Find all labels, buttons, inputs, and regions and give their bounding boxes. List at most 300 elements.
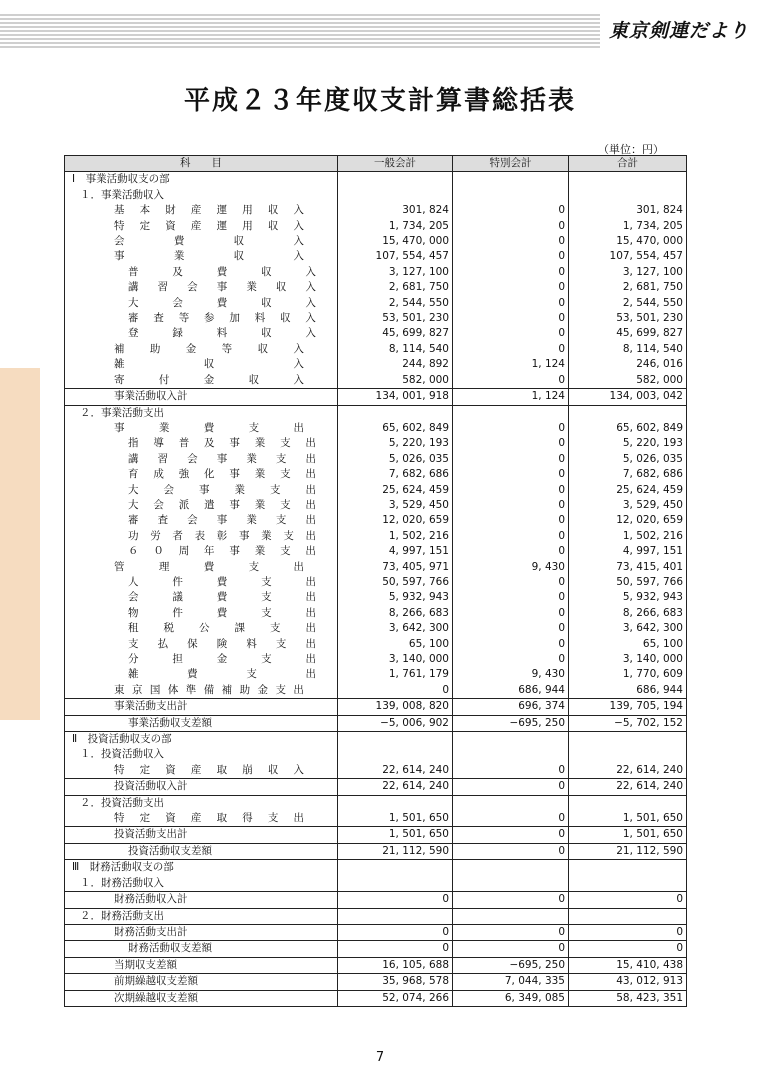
special-value: 0 [453,326,569,341]
total-value: 45, 699, 827 [569,326,687,341]
general-value: 0 [338,924,453,940]
row-label-text: 財務活動支出計 [114,925,188,938]
general-value: 244, 892 [338,357,453,372]
row-label-text: 財務活動収入計 [114,893,188,906]
row-label-text: 登 録 料 収 入 [128,327,316,340]
row-label-text: 育 成 強 化 事 業 支 出 [128,468,316,481]
row-label [65,667,338,682]
row-label [65,265,338,280]
special-value: 0 [453,621,569,636]
table-row [65,513,687,528]
row-label-text: 当期収支差額 [114,958,177,971]
table-row [65,234,687,249]
special-value: 0 [453,606,569,621]
row-label-text: Ⅱ 投資活動収支の部 [72,733,172,746]
table-row [65,203,687,218]
table-row [65,715,687,731]
general-value [338,876,453,892]
total-value: 58, 423, 351 [569,990,687,1006]
total-value: 0 [569,892,687,908]
row-label [65,560,338,575]
row-label-text: 普 及 費 収 入 [128,265,316,278]
row-label [65,203,338,218]
table-row [65,924,687,940]
table-row [65,373,687,389]
general-value: 1, 761, 179 [338,667,453,682]
row-label-text: 投資活動収入計 [114,780,188,793]
table-row [65,326,687,341]
special-value: 0 [453,311,569,326]
row-label [65,421,338,436]
row-label-text: 事業活動収支差額 [128,716,212,729]
header-stripes [0,14,600,48]
row-label [65,575,338,590]
special-value: 0 [453,452,569,467]
table-row [65,560,687,575]
row-label-text: 財務活動収支差額 [128,942,212,955]
row-label [65,779,338,795]
special-value [453,405,569,421]
table-row [65,667,687,682]
special-value: 1, 124 [453,389,569,405]
special-value: 0 [453,637,569,652]
row-label-text: 大 会 派 遣 事 業 支 出 [128,498,316,511]
table-row [65,544,687,559]
table-row [65,843,687,859]
general-value: 25, 624, 459 [338,483,453,498]
special-value: 0 [453,924,569,940]
special-value [453,860,569,876]
general-value: 4, 997, 151 [338,544,453,559]
row-label [65,234,338,249]
total-value: 50, 597, 766 [569,575,687,590]
row-label [65,467,338,482]
special-value: 0 [453,249,569,264]
special-value [453,172,569,188]
row-label-text: 会 費 収 入 [114,235,304,248]
special-value: 0 [453,203,569,218]
row-label [65,513,338,528]
total-value: 65, 100 [569,637,687,652]
special-value: 1, 124 [453,357,569,372]
table-row [65,606,687,621]
special-value: 6, 349, 085 [453,990,569,1006]
row-label [65,452,338,467]
row-label [65,827,338,843]
general-value: 5, 220, 193 [338,436,453,451]
row-label-text: １．財務活動収入 [80,876,164,889]
row-label [65,652,338,667]
row-label [65,326,338,341]
special-value: −695, 250 [453,715,569,731]
general-value: 3, 642, 300 [338,621,453,636]
table-row [65,941,687,957]
general-value: 22, 614, 240 [338,763,453,779]
special-value: 0 [453,590,569,605]
row-label-text: 事業活動支出計 [114,700,188,713]
table-row [65,421,687,436]
row-label [65,732,338,748]
special-value: 0 [453,544,569,559]
general-value: 21, 112, 590 [338,843,453,859]
row-label [65,280,338,295]
total-value: 53, 501, 230 [569,311,687,326]
total-value: 73, 415, 401 [569,560,687,575]
total-value [569,747,687,762]
general-value [338,747,453,762]
general-value: 16, 105, 688 [338,957,453,973]
general-value: 45, 699, 827 [338,326,453,341]
table-row [65,498,687,513]
table-row [65,699,687,715]
row-label-text: 人 件 費 支 出 [128,575,316,588]
total-value: 22, 614, 240 [569,779,687,795]
special-value [453,732,569,748]
row-label-text: 大 会 費 収 入 [128,296,316,309]
row-label-text: ２．投資活動支出 [80,796,164,809]
table-row [65,405,687,421]
table-row [65,467,687,482]
row-label-text: 支 払 保 険 料 支 出 [128,637,316,650]
row-label-text: 講 習 会 事 業 収 入 [128,281,316,294]
row-label-text: 特 定 資 産 運 用 収 入 [114,219,304,232]
general-value: 582, 000 [338,373,453,389]
special-value [453,876,569,892]
table-row [65,529,687,544]
row-label [65,908,338,924]
special-value: 0 [453,436,569,451]
table-row [65,436,687,451]
special-value: 0 [453,892,569,908]
general-value: 3, 127, 100 [338,265,453,280]
publication-title: 東京剣連だより [608,20,749,42]
general-value [338,188,453,203]
row-label-text: 事 業 収 入 [114,250,304,263]
table-row [65,172,687,188]
general-value: 52, 074, 266 [338,990,453,1006]
row-label-text: 審 査 会 事 業 支 出 [128,514,316,527]
general-value: 35, 968, 578 [338,974,453,990]
special-value: 0 [453,280,569,295]
special-value: −695, 250 [453,957,569,973]
total-value: 5, 026, 035 [569,452,687,467]
general-value: 1, 501, 650 [338,811,453,827]
row-label-text: 投資活動収支差額 [128,844,212,857]
total-value: 5, 932, 943 [569,590,687,605]
row-label-text: 特 定 資 産 取 得 支 出 [114,812,304,825]
special-value [453,188,569,203]
special-value: 0 [453,498,569,513]
general-value: 5, 026, 035 [338,452,453,467]
general-value: 0 [338,683,453,699]
general-value [338,405,453,421]
table-row [65,452,687,467]
table-row [65,296,687,311]
row-label [65,219,338,234]
general-value: 1, 501, 650 [338,827,453,843]
special-value [453,795,569,811]
special-value: 0 [453,296,569,311]
general-value [338,795,453,811]
general-value: 2, 544, 550 [338,296,453,311]
unit-note: （単位：円） [598,143,664,156]
special-value: 0 [453,483,569,498]
special-value: 0 [453,373,569,389]
table-row [65,265,687,280]
table-row [65,779,687,795]
table-row [65,990,687,1006]
row-label-text: 管 理 費 支 出 [114,560,304,573]
total-value: 686, 944 [569,683,687,699]
total-value: 8, 114, 540 [569,342,687,357]
general-value: 107, 554, 457 [338,249,453,264]
header-total: 合計 [569,156,687,172]
row-label-text: ２．事業活動支出 [80,406,164,419]
general-value: 0 [338,941,453,957]
row-label [65,747,338,762]
general-value: 22, 614, 240 [338,779,453,795]
general-value: 8, 266, 683 [338,606,453,621]
row-label-text: Ⅲ 財務活動収支の部 [72,861,174,874]
special-value: 0 [453,529,569,544]
row-label [65,311,338,326]
row-label [65,249,338,264]
total-value: 3, 140, 000 [569,652,687,667]
row-label [65,763,338,779]
total-value: 246, 016 [569,357,687,372]
row-label-text: 物 件 費 支 出 [128,606,316,619]
general-value: 65, 100 [338,637,453,652]
total-value [569,876,687,892]
row-label [65,860,338,876]
row-label [65,892,338,908]
special-value: 0 [453,467,569,482]
row-label-text: 前期繰越収支差額 [114,975,198,988]
special-value [453,908,569,924]
total-value: 582, 000 [569,373,687,389]
row-label-text: 寄 付 金 収 入 [114,373,304,386]
total-value: 1, 734, 205 [569,219,687,234]
row-label-text: 講 習 会 事 業 支 出 [128,452,316,465]
row-label-text: 東 京 国 体 準 備 補 助 金 支 出 [114,683,304,696]
row-label [65,498,338,513]
row-label [65,405,338,421]
special-value: 0 [453,421,569,436]
total-value: 3, 642, 300 [569,621,687,636]
row-label [65,544,338,559]
general-value: 8, 114, 540 [338,342,453,357]
special-value [453,747,569,762]
table-row [65,892,687,908]
general-value: 3, 140, 000 [338,652,453,667]
total-value: 1, 770, 609 [569,667,687,682]
general-value: 1, 502, 216 [338,529,453,544]
row-label [65,990,338,1006]
row-label [65,342,338,357]
row-label-text: 投資活動支出計 [114,828,188,841]
special-value: 7, 044, 335 [453,974,569,990]
total-value [569,172,687,188]
table-row [65,357,687,372]
page-number: 7 [375,1050,385,1065]
table-body [65,172,687,1007]
row-label [65,357,338,372]
total-value: 139, 705, 194 [569,699,687,715]
general-value: 53, 501, 230 [338,311,453,326]
general-value: 3, 529, 450 [338,498,453,513]
row-label-text: 事業活動収入計 [114,390,188,403]
row-label [65,957,338,973]
row-label [65,924,338,940]
table-row [65,732,687,748]
general-value [338,732,453,748]
total-value: 5, 220, 193 [569,436,687,451]
total-value [569,405,687,421]
total-value: 25, 624, 459 [569,483,687,498]
total-value: 22, 614, 240 [569,763,687,779]
general-value: −5, 006, 902 [338,715,453,731]
header-general: 一般会計 [338,156,453,172]
total-value: 15, 410, 438 [569,957,687,973]
general-value: 73, 405, 971 [338,560,453,575]
table-row [65,876,687,892]
total-value: 1, 502, 216 [569,529,687,544]
row-label-text: 特 定 資 産 取 崩 収 入 [114,763,304,776]
special-value: 0 [453,779,569,795]
row-label [65,941,338,957]
total-value: 15, 470, 000 [569,234,687,249]
general-value: 50, 597, 766 [338,575,453,590]
row-label-text: 次期繰越収支差額 [114,991,198,1004]
table-row [65,249,687,264]
row-label-text: 功 労 者 表 彰 事 業 支 出 [128,529,316,542]
total-value: 0 [569,924,687,940]
table-row [65,747,687,762]
row-label-text: １．投資活動収入 [80,748,164,761]
row-label-text: 雑 費 支 出 [128,668,316,681]
total-value: 3, 529, 450 [569,498,687,513]
general-value [338,908,453,924]
header-special: 特別会計 [453,156,569,172]
row-label-text: 指 導 普 及 事 業 支 出 [128,437,316,450]
special-value: 0 [453,811,569,827]
total-value: 107, 554, 457 [569,249,687,264]
total-value: −5, 702, 152 [569,715,687,731]
table-row [65,188,687,203]
total-value: 4, 997, 151 [569,544,687,559]
total-value: 2, 544, 550 [569,296,687,311]
special-value: 0 [453,827,569,843]
general-value: 2, 681, 750 [338,280,453,295]
row-label [65,621,338,636]
row-label [65,296,338,311]
row-label-text: 補 助 金 等 収 入 [114,342,304,355]
row-label [65,590,338,605]
row-label [65,974,338,990]
special-value: 9, 430 [453,560,569,575]
table-row [65,590,687,605]
row-label [65,715,338,731]
row-label [65,683,338,699]
special-value: 9, 430 [453,667,569,682]
general-value: 15, 470, 000 [338,234,453,249]
table-row [65,811,687,827]
table-row [65,974,687,990]
row-label-text: 分 担 金 支 出 [128,653,316,665]
table-header-row [65,156,687,172]
table-row [65,483,687,498]
total-value: 43, 012, 913 [569,974,687,990]
special-value: 0 [453,234,569,249]
table-row [65,908,687,924]
general-value: 12, 020, 659 [338,513,453,528]
side-accent-bar [0,368,40,720]
general-value [338,172,453,188]
header-subject: 科 目 [65,156,338,172]
row-label-text: Ⅰ 事業活動収支の部 [72,173,170,186]
table-row [65,280,687,295]
table-row [65,652,687,667]
special-value: 0 [453,513,569,528]
special-value: 0 [453,265,569,280]
table-row [65,389,687,405]
total-value: 65, 602, 849 [569,421,687,436]
total-value [569,908,687,924]
general-value: 301, 824 [338,203,453,218]
table-row [65,621,687,636]
table-row [65,575,687,590]
table-row [65,342,687,357]
row-label [65,373,338,389]
general-value: 65, 602, 849 [338,421,453,436]
total-value: 1, 501, 650 [569,811,687,827]
general-value: 1, 734, 205 [338,219,453,234]
row-label [65,529,338,544]
total-value [569,732,687,748]
row-label-text: 事 業 費 支 出 [114,421,304,434]
special-value: 0 [453,652,569,667]
total-value: 134, 003, 042 [569,389,687,405]
row-label-text: 租 税 公 課 支 出 [128,622,316,635]
row-label [65,436,338,451]
general-value: 5, 932, 943 [338,590,453,605]
row-label [65,795,338,811]
row-label-text: 雑 収 入 [114,358,304,371]
row-label [65,876,338,892]
total-value: 21, 112, 590 [569,843,687,859]
row-label [65,606,338,621]
row-label [65,172,338,188]
total-value [569,188,687,203]
row-label-text: ２．財務活動支出 [80,909,164,922]
row-label-text: １．事業活動収入 [80,188,164,201]
table-row [65,795,687,811]
total-value [569,795,687,811]
table-row [65,763,687,779]
row-label [65,389,338,405]
table-row [65,637,687,652]
special-value: 0 [453,941,569,957]
row-label-text: 審 査 等 参 加 料 収 入 [128,312,316,325]
general-value [338,860,453,876]
total-value: 0 [569,941,687,957]
total-value [569,860,687,876]
general-value: 139, 008, 820 [338,699,453,715]
special-value: 0 [453,342,569,357]
total-value: 12, 020, 659 [569,513,687,528]
special-value: 686, 944 [453,683,569,699]
general-value: 0 [338,892,453,908]
